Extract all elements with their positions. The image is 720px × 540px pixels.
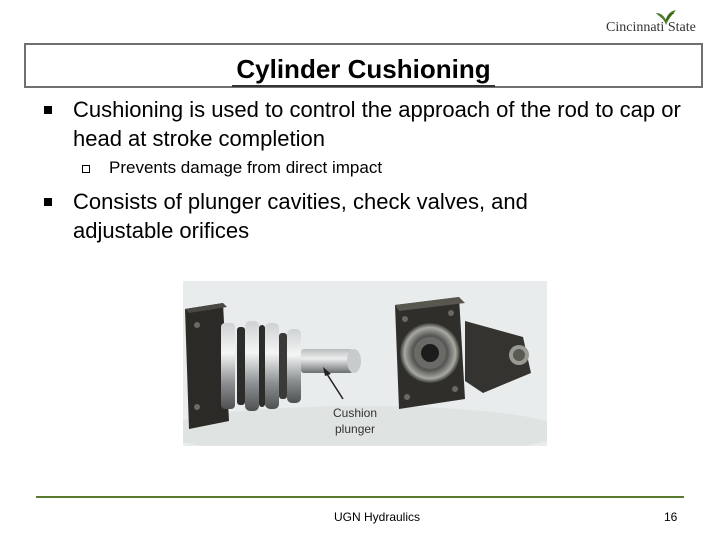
logo-text: Cincinnati State <box>606 20 696 35</box>
slide-title: Cylinder Cushioning <box>232 53 494 87</box>
cylinder-illustration <box>183 281 547 446</box>
footer-title: UGN Hydraulics <box>334 510 421 524</box>
photo-label-line2: plunger <box>335 422 376 436</box>
bullet-text-2: Consists of plunger cavities, check valves, and adjustable orifices <box>73 189 528 243</box>
page-number: 16 <box>664 510 678 524</box>
cylinder-photo <box>183 281 547 446</box>
sub-bullet-square <box>82 165 90 173</box>
bullet-square <box>44 198 52 206</box>
sub-bullet-text-1: Prevents damage from direct impact <box>109 158 383 177</box>
cincinnati-state-logo <box>604 8 714 44</box>
bullet-text-1: Cushioning is used to control the approach of the rod to cap or head at stroke completion <box>73 97 681 151</box>
title-box <box>24 43 703 88</box>
footer-divider <box>36 496 684 498</box>
bullet-square <box>44 106 52 114</box>
photo-label-line1: Cushion <box>333 406 378 420</box>
